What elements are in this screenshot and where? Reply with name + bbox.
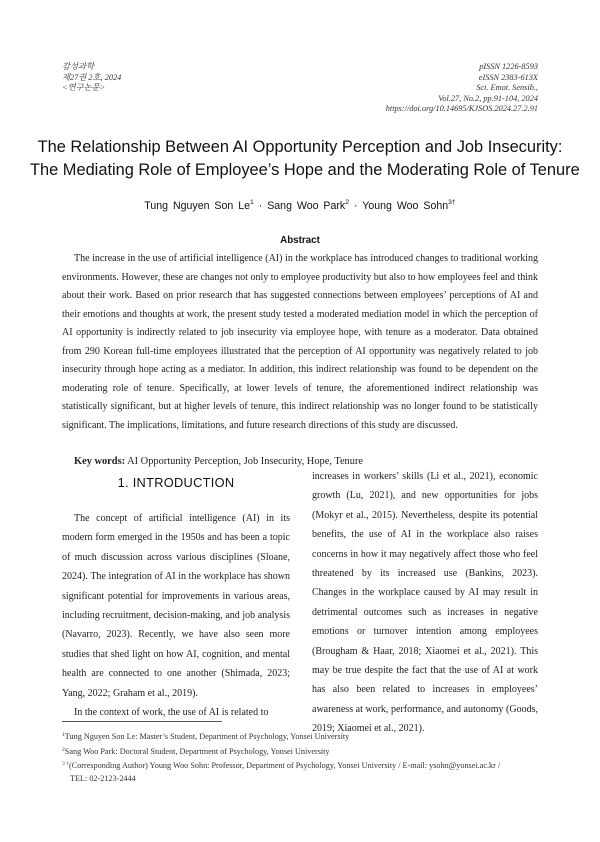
footnote-2-text: Sang Woo Park: Doctoral Student, Department of Psychology, Yonsei University [64, 746, 330, 756]
footnote-3 [62, 758, 538, 773]
doi-link[interactable]: https://doi.org/10.14695/KJSOS.2024.27.2.91 [385, 104, 538, 114]
author-3-affiliation: 3† [448, 199, 456, 206]
journal-name-korean: 감성과학 [62, 62, 95, 71]
body-paragraph: increases in workers’ skills (Li et al., 2021), economic growth (Lu, 2021), and new opportunities for jobs (Mokyr et al., 2015). Nevertheless, despite its potential benefits, the use of AI in the workplace also raises concerns in how it may negatively affect those who feel threatened by its increased use (Bankins, 2023). Changes in the workplace caused by AI may result in detrimental outcomes such as increases in negative emotions or turnover intention among employees (Brougham & Haar, 2018; Xiaomei et al., 2021). This may be true despite the fact that the use of AI at work has also been related to increases in employees’ awareness at work, performance, and autonomy (Goods, 2019; Xiaomei et al., 2021). [312, 471, 538, 735]
footnote-1-text: Tung Nguyen Son Le: Master’s Student, Department of Psychology, Yonsei University [64, 732, 350, 741]
footnotes [62, 729, 538, 785]
pissn: pISSN 1226-8593 [479, 62, 538, 71]
footnote-2-marker: 2 [62, 746, 65, 753]
footnote-1-marker: 1 [62, 732, 65, 738]
author-1: Tung Nguyen Son Le [144, 200, 251, 212]
author-1-affiliation: 1 [250, 199, 254, 206]
section-heading-introduction: 1. INTRODUCTION [117, 475, 235, 490]
author-separator: · [253, 200, 268, 212]
journal-name-english: Sci. Emot. Sensib., [476, 83, 538, 93]
author-list [0, 199, 600, 212]
footnote-3-telephone: TEL: 02-2123-2444 [70, 773, 136, 783]
footnote-2 [62, 744, 538, 759]
title-line-2: The Mediating Role of Employee’s Hope and the Moderating Role of Tenure [30, 161, 580, 179]
keywords [74, 456, 363, 467]
article-type-korean: <연구논문> [62, 83, 106, 93]
footnote-1 [62, 729, 538, 744]
footnote-divider [62, 721, 222, 722]
body-column-right [312, 467, 538, 739]
author-2-affiliation: 2 [345, 199, 350, 206]
footnote-3-text: (Corresponding Author) Young Woo Sohn: Professor, Department of Psychology, Yonsei University / E-mail: ysohn@yonsei.ac.kr / [69, 761, 501, 771]
body-column-left [62, 509, 290, 722]
volume-korean: 제27권 2호, 2024 [62, 72, 122, 82]
body-paragraph: In the context of work, the use of AI is related to [74, 707, 269, 719]
eissn: eISSN 2383-613X [478, 72, 538, 82]
volume-pages: Vol.27, No.2, pp.91-104, 2024 [438, 93, 538, 103]
body-paragraph: The concept of artificial intelligence (AI) in its modern form emerged in the 1950s and has been a topic of much discussion across various disciplines (Sloane, 2024). The integration of AI in the workplace has shown significant potential for improvements in various areas, including recruitment, decision-making, and job analysis (Navarro, 2023). Recently, we have also seen more studies that shed light on how AI, cognition, and mental health are connected to one another (Shimada, 2023; Yang, 2022; Graham et al., 2019). [62, 513, 290, 699]
abstract-text: The increase in the use of artificial intelligence (AI) in the workplace has introduced changes to traditional working environments. However, these are changes not only to employee productivity but also to how employees feel and think about their work. Based on prior research that has suggested connections between employees’ perceptions of AI and their emotions and thoughts at work, the present study tested a moderated mediation model in which the perception of AI opportunity is indirectly related to job insecurity via employee hope, with tenure as a moderator. Data obtained from 290 Korean full-time employees illustrated that the perception of AI opportunity was negatively related to job insecurity through hope acting as a mediator. In addition, this indirect relationship was found to be dependent on the moderating role of tenure. Specifically, at lower levels of tenure, the aforementioned indirect relationship was statistically significant, but at higher levels of tenure, this indirect relationship was no longer found to be statistically significant. The implications, limitations, and future research directions of this study are discussed. [62, 253, 538, 431]
paper-title [30, 136, 580, 182]
author-3: Young Woo Sohn [362, 200, 449, 212]
running-header-right [386, 62, 538, 115]
author-separator: · [349, 200, 363, 212]
keywords-label: Key words: [74, 456, 126, 467]
author-2: Sang Woo Park [267, 200, 346, 212]
title-line-1: The Relationship Between AI Opportunity Perception and Job Insecurity: [37, 138, 563, 156]
keywords-text: AI Opportunity Perception, Job Insecurity, Hope, Tenure [127, 456, 364, 467]
running-header-left [62, 62, 121, 94]
footnote-3-marker: 3 † [62, 761, 69, 768]
abstract-heading: Abstract [280, 235, 320, 246]
